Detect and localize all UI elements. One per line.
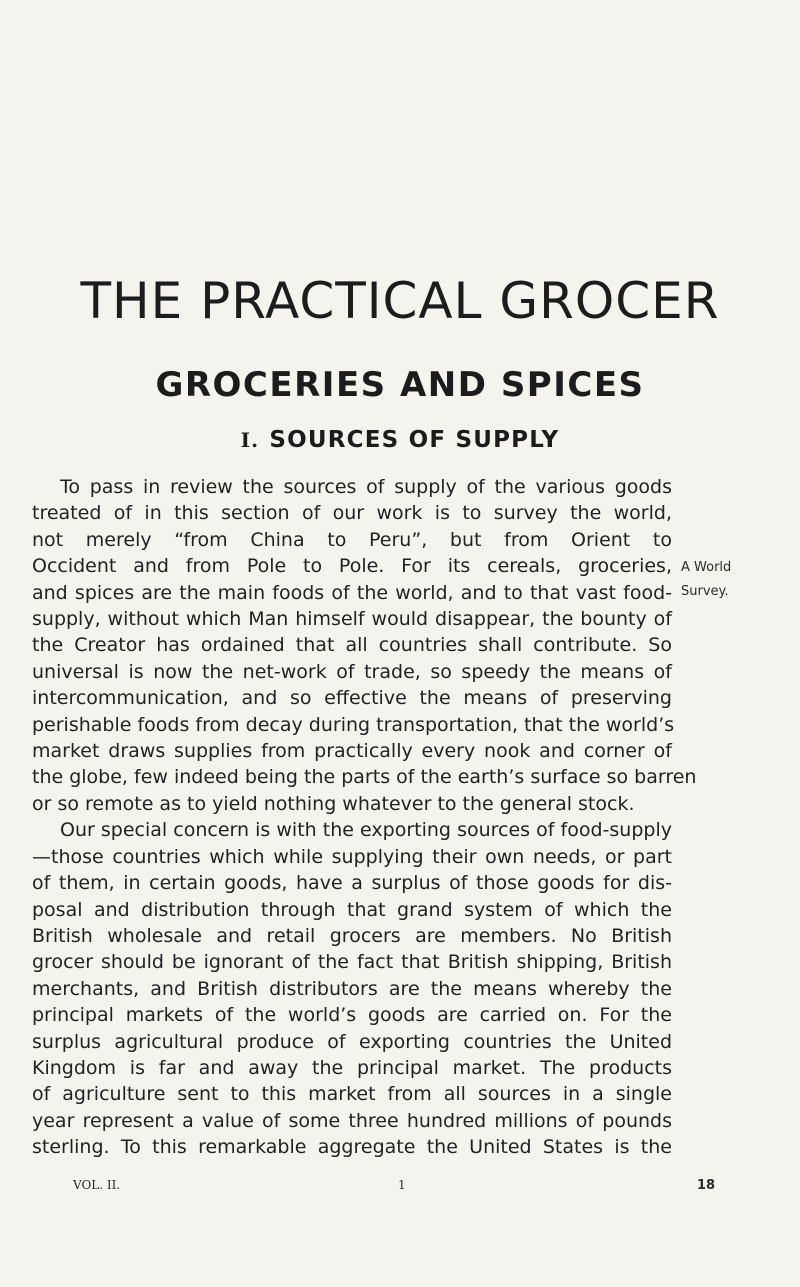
text-line: year represent a value of some three hundred millions of pounds (32, 1109, 672, 1132)
text-line: the Creator has ordained that all countries shall contribute. So (32, 634, 672, 657)
text-line: perishable foods from decay during transportation, that the world’s (32, 713, 675, 736)
signature-mark: 1 (398, 1178, 406, 1192)
marginal-note: Survey. (681, 584, 729, 599)
text-line: sterling. To this remarkable aggregate the United States is the (32, 1136, 672, 1159)
marginal-note: A World (681, 560, 732, 575)
text-line: of them, in certain goods, have a surplus of those goods for dis- (32, 872, 672, 895)
text-line: British wholesale and retail grocers are members. No British (32, 924, 672, 947)
text-line: not merely “from China to Peru”, but from Orient to (32, 528, 672, 551)
text-line: Kingdom is far and away the principal market. The products (32, 1056, 672, 1079)
text-line: market draws supplies from practically every nook and corner of (32, 740, 672, 763)
text-line: To pass in review the sources of supply of the various goods (60, 476, 672, 498)
section-title: GROCERIES AND SPICES (155, 365, 645, 405)
text-line: —those countries which while supplying their own needs, or part (32, 845, 672, 868)
body-text (32, 474, 697, 1161)
text-line: grocer should be ignorant of the fact that British shipping, British (32, 951, 672, 974)
text-line: intercommunication, and so effective the means of preserving (32, 687, 672, 710)
text-line: or so remote as to yield nothing whatever to the general stock. (32, 792, 635, 815)
text-line: posal and distribution through that grand system of which the (32, 898, 672, 921)
text-line: Occident and from Pole to Pole. For its cereals, groceries, (32, 555, 672, 578)
text-line: supply, without which Man himself would disappear, the bounty of (32, 608, 672, 631)
text-line: surplus agricultural produce of exporting countries the United (32, 1030, 672, 1053)
text-line: the globe, few indeed being the parts of the earth’s surface so barren (32, 766, 697, 789)
volume-label: VOL. II. (73, 1178, 121, 1192)
subsection-heading (0, 427, 800, 453)
text-line: and spices are the main foods of the world, and to that vast food- (32, 581, 672, 604)
text-line: treated of in this section of our work is to survey the world, (32, 502, 672, 525)
subsection-number: I. (240, 428, 260, 452)
book-title: THE PRACTICAL GROCER (80, 272, 720, 330)
subsection-title: SOURCES OF SUPPLY (269, 427, 560, 453)
text-line: merchants, and British distributors are the means whereby the (32, 977, 672, 1000)
text-line: principal markets of the world’s goods are carried on. For the (32, 1004, 672, 1027)
text-line: of agriculture sent to this market from all sources in a single (32, 1083, 672, 1106)
text-line: Our special concern is with the exporting sources of food-supply (60, 819, 672, 842)
page-number: 18 (697, 1178, 716, 1193)
text-line: universal is now the net-work of trade, so speedy the means of (32, 660, 672, 683)
